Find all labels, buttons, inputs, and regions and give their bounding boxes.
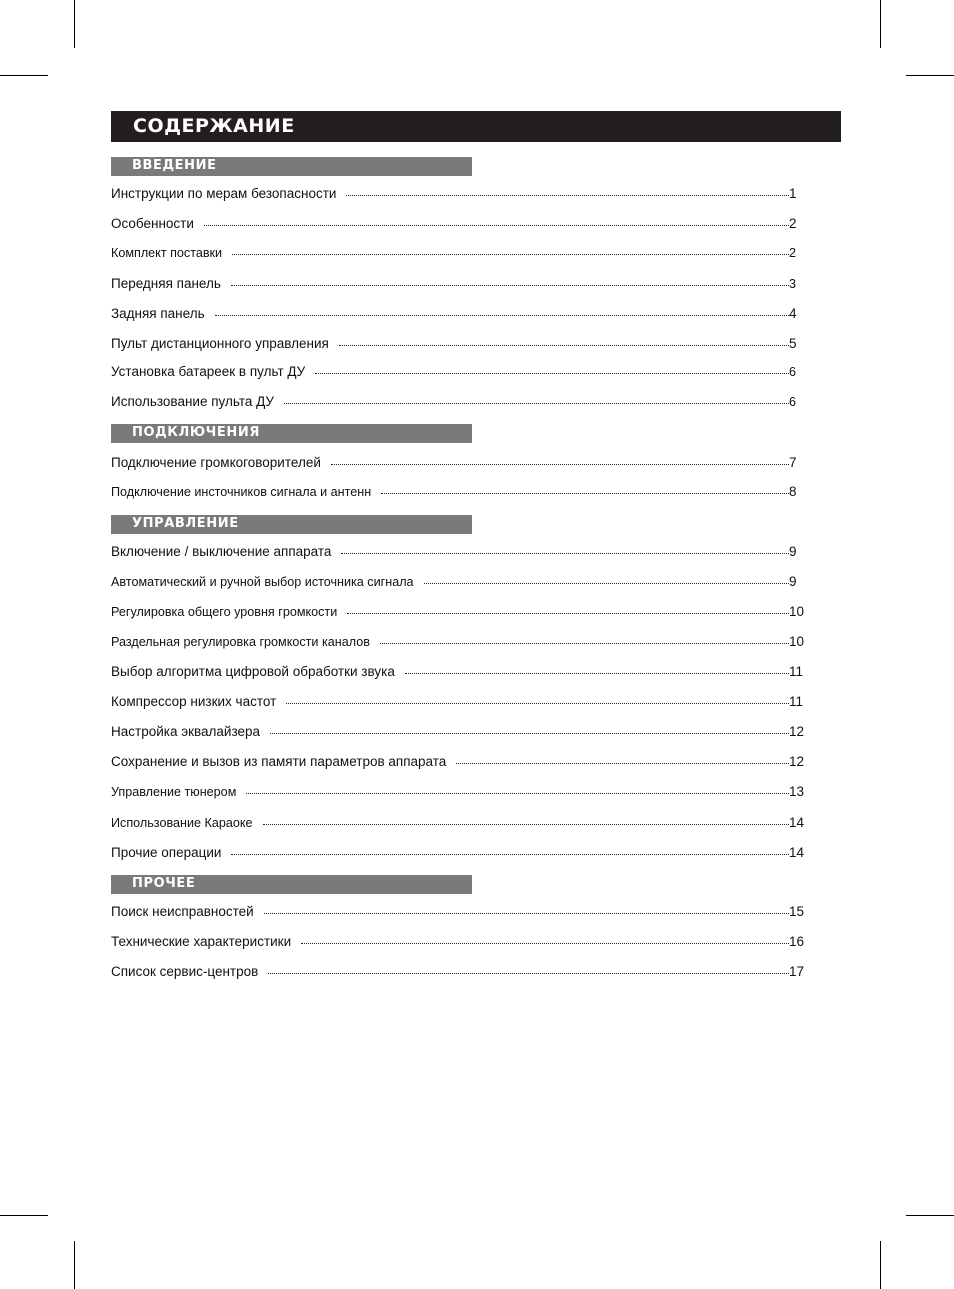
toc-entry[interactable] (111, 216, 827, 236)
toc-leader-dots (231, 285, 789, 286)
toc-entry-page: 1 (789, 186, 797, 201)
section-heading-operation (111, 515, 472, 534)
toc-entry-page: 14 (789, 815, 805, 830)
toc-leader-dots (268, 973, 789, 974)
page-title: СОДЕРЖАНИЕ (133, 115, 295, 137)
toc-entry-label: Особенности (111, 216, 194, 231)
toc-entry-label: Комплект поставки (111, 246, 223, 260)
toc-entry[interactable] (111, 276, 827, 296)
toc-entry-label: Сохранение и вызов из памяти параметров аппарата (111, 754, 447, 769)
toc-entry[interactable] (111, 604, 827, 624)
crop-mark (74, 1241, 75, 1289)
toc-leader-dots (232, 254, 789, 255)
section-heading-label: УПРАВЛЕНИЕ (132, 516, 239, 531)
toc-entry-page: 6 (789, 395, 797, 409)
crop-mark (906, 1215, 954, 1216)
toc-entry-label: Включение / выключение аппарата (111, 544, 332, 559)
toc-entry-label: Использование пульта ДУ (111, 394, 274, 409)
toc-entry-label: Инструкции по мерам безопасности (111, 186, 337, 201)
toc-entry[interactable] (111, 394, 827, 414)
toc-entry[interactable] (111, 186, 827, 206)
toc-leader-dots (204, 225, 789, 226)
toc-entry-page: 8 (789, 484, 797, 499)
toc-entry-label: Задняя панель (111, 306, 205, 321)
toc-entry-page: 5 (789, 336, 797, 351)
toc-entry-page: 6 (789, 365, 797, 379)
section-heading-label: ВВЕДЕНИЕ (132, 158, 217, 173)
toc-entry-page: 3 (789, 277, 797, 291)
toc-entry-label: Пульт дистанционного управления (111, 336, 329, 351)
toc-leader-dots (301, 943, 789, 944)
toc-entry[interactable] (111, 544, 827, 564)
toc-entry[interactable] (111, 246, 827, 266)
page-title-bar (111, 111, 841, 142)
toc-entry-page: 2 (789, 216, 797, 231)
toc-entry-label: Установка батареек в пульт ДУ (111, 364, 306, 379)
toc-entry-page: 13 (789, 784, 805, 799)
crop-mark (0, 1215, 48, 1216)
toc-leader-dots (341, 553, 789, 554)
toc-leader-dots (215, 315, 789, 316)
toc-entry-page: 10 (789, 604, 805, 619)
toc-entry-label: Подключение громкоговорителей (111, 455, 321, 470)
toc-entry[interactable] (111, 574, 827, 594)
toc-entry-page: 10 (789, 634, 805, 649)
toc-entry-page: 2 (789, 246, 797, 260)
section-heading-introduction (111, 157, 472, 176)
toc-entry[interactable] (111, 845, 827, 865)
toc-entry[interactable] (111, 306, 827, 326)
toc-leader-dots (424, 583, 789, 584)
section-heading-other (111, 875, 472, 894)
crop-mark (906, 75, 954, 76)
toc-entry[interactable] (111, 634, 827, 654)
toc-entry-label: Использование Караоке (111, 816, 253, 830)
toc-entry-page: 7 (789, 455, 797, 470)
toc-entry-label: Управление тюнером (111, 785, 237, 799)
toc-entry-page: 11 (789, 664, 804, 679)
toc-entry[interactable] (111, 815, 827, 835)
toc-leader-dots (264, 913, 789, 914)
toc-entry-page: 15 (789, 904, 805, 919)
toc-entry-page: 16 (789, 934, 805, 949)
toc-entry[interactable] (111, 484, 827, 504)
toc-entry[interactable] (111, 934, 827, 954)
toc-entry-label: Технические характеристики (111, 934, 292, 949)
toc-entry-page: 17 (789, 964, 805, 979)
toc-entry-label: Выбор алгоритма цифровой обработки звука (111, 664, 395, 679)
toc-entry-label: Автоматический и ручной выбор источника сигнала (111, 575, 414, 589)
crop-mark (0, 75, 48, 76)
crop-mark (880, 1241, 881, 1289)
toc-entry[interactable] (111, 784, 827, 804)
toc-entry-label: Регулировка общего уровня громкости (111, 605, 338, 619)
section-heading-connections (111, 424, 472, 443)
toc-leader-dots (405, 673, 789, 674)
toc-entry-page: 12 (789, 754, 805, 769)
toc-entry-label: Подключение инсточников сигнала и антенн (111, 485, 372, 499)
toc-entry[interactable] (111, 336, 827, 356)
toc-leader-dots (315, 373, 789, 374)
toc-entry-page: 4 (789, 306, 797, 321)
toc-entry-page: 14 (789, 845, 805, 860)
toc-entry-page: 11 (789, 694, 804, 709)
toc-entry[interactable] (111, 754, 827, 774)
toc-entry-label: Список сервис-центров (111, 964, 259, 979)
toc-leader-dots (263, 824, 790, 825)
toc-entry[interactable] (111, 664, 827, 684)
toc-leader-dots (381, 493, 789, 494)
crop-mark (74, 0, 75, 48)
toc-leader-dots (339, 345, 789, 346)
toc-entry-label: Настройка эквалайзера (111, 724, 261, 739)
toc-leader-dots (231, 854, 789, 855)
section-heading-label: ПРОЧЕЕ (132, 876, 196, 891)
toc-leader-dots (284, 403, 789, 404)
toc-entry-label: Раздельная регулировка громкости каналов (111, 635, 370, 649)
section-heading-label: ПОДКЛЮЧЕНИЯ (132, 425, 260, 440)
toc-entry-page: 12 (789, 724, 805, 739)
toc-entry-label: Компрессор низких частот (111, 694, 277, 709)
toc-entry[interactable] (111, 964, 827, 984)
toc-entry[interactable] (111, 904, 827, 924)
toc-entry-label: Поиск неисправностей (111, 904, 254, 919)
toc-entry[interactable] (111, 694, 827, 714)
toc-entry-label: Прочие операции (111, 845, 222, 860)
toc-leader-dots (270, 733, 789, 734)
toc-leader-dots (380, 643, 789, 644)
toc-leader-dots (286, 703, 789, 704)
crop-mark (880, 0, 881, 48)
toc-leader-dots (347, 613, 789, 614)
toc-entry-label: Передняя панель (111, 276, 221, 291)
toc-entry[interactable] (111, 364, 827, 384)
toc-leader-dots (246, 793, 789, 794)
toc-entry-page: 9 (789, 574, 797, 589)
toc-entry[interactable] (111, 455, 827, 475)
toc-leader-dots (346, 195, 789, 196)
toc-leader-dots (456, 763, 789, 764)
toc-leader-dots (331, 464, 789, 465)
toc-entry[interactable] (111, 724, 827, 744)
toc-entry-page: 9 (789, 544, 797, 559)
